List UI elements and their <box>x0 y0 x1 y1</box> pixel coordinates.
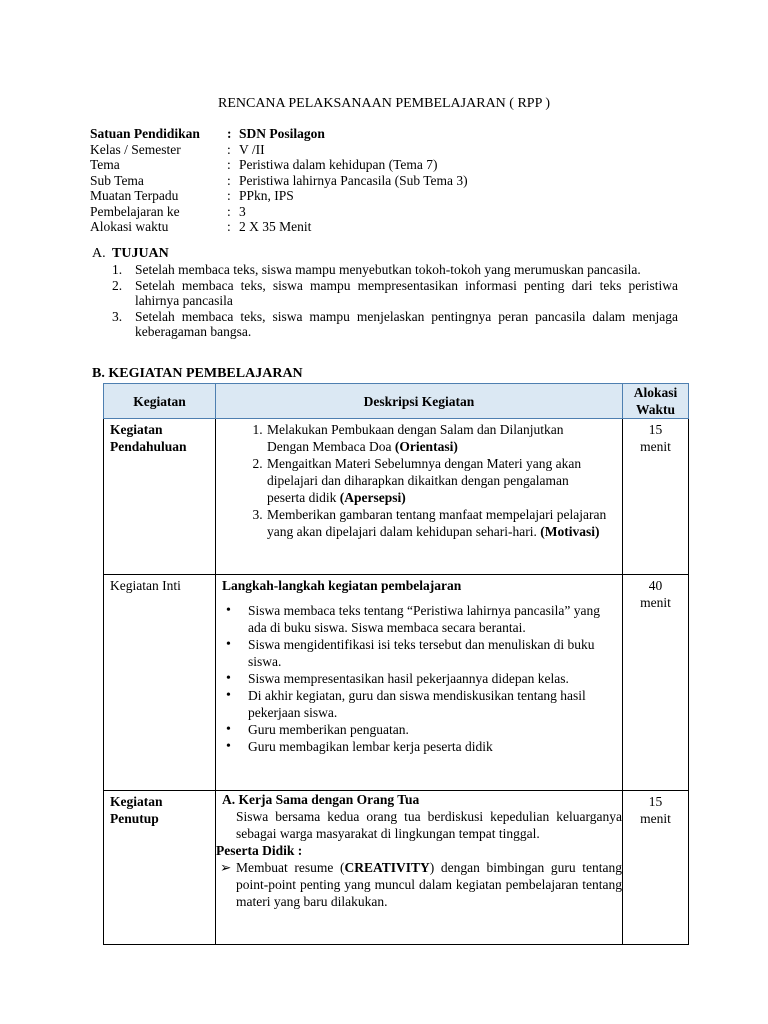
time-value: 15 <box>648 422 663 437</box>
identity-value: 2 X 35 Menit <box>239 219 312 234</box>
identity-row-subtema <box>90 173 468 189</box>
label-inti: Kegiatan Inti <box>104 575 216 791</box>
peserta-heading: Peserta Didik : <box>216 843 303 858</box>
identity-row-tema <box>90 157 468 173</box>
goal-item <box>112 262 678 278</box>
list-item: • Di akhir kegiatan, guru dan siswa mendiskusikan tentang hasil pekerjaan siswa. <box>246 687 608 721</box>
penutup-item-text: Membuat resume (CREATIVITY) dengan bimbingan guru tentang point-point penting yang muncul dalam kegiatan pembelajaran tentang materi yang baru dilakukan. <box>236 860 622 909</box>
identity-key: Satuan Pendidikan <box>90 126 200 141</box>
desc-penutup <box>216 791 623 945</box>
goal-text: Setelah membaca teks, siswa mampu menjelaskan pentingnya peran pancasila dalam menjaga keberagaman bangsa. <box>135 308 678 339</box>
section-a-label: A. <box>92 246 106 261</box>
desc-pendahuluan <box>216 419 623 575</box>
list-item: • Siswa mengidentifikasi isi teks tersebut dan menuliskan di buku siswa. <box>246 636 608 670</box>
goal-number: 1. <box>112 262 123 277</box>
row-penutup <box>104 791 689 945</box>
time-pendahuluan <box>623 419 689 575</box>
row-inti <box>104 575 689 791</box>
pendahuluan-steps <box>216 421 608 540</box>
identity-row-pembelajaran <box>90 204 468 220</box>
penutup-paragraph: Siswa bersama kedua orang tua berdiskusi kepedulian keluarganya sebagai warga masyarakat di lingkungan tempat tinggal. <box>236 809 622 841</box>
identity-colon: : <box>227 157 231 172</box>
list-item: • Siswa mempresentasikan hasil pekerjaannya didepan kelas. <box>246 670 608 687</box>
identity-key: Pembelajaran ke <box>90 203 180 219</box>
list-item: • Siswa membaca teks tentang “Peristiwa lahirnya pancasila” yang ada di buku siswa. Siswa membaca secara berantai. <box>246 602 608 636</box>
arrow-bullet-icon: ➢ <box>220 860 232 875</box>
identity-colon: : <box>227 203 231 219</box>
identity-colon: : <box>227 188 231 203</box>
identity-value: PPkn, IPS <box>239 188 294 203</box>
list-item: 1. Melakukan Pembukaan dengan Salam dan Dilanjutkan Dengan Membaca Doa (Orientasi) <box>266 421 608 455</box>
identity-value: Peristiwa dalam kehidupan (Tema 7) <box>239 157 438 172</box>
list-item: • Guru membagikan lembar kerja peserta didik <box>246 738 608 755</box>
goal-item <box>112 278 678 309</box>
identity-key: Muatan Terpadu <box>90 188 179 203</box>
identity-key: Kelas / Semester <box>90 141 181 157</box>
section-a-title: TUJUAN <box>112 246 169 261</box>
list-item: • Guru memberikan penguatan. <box>246 721 608 738</box>
inti-heading: Langkah-langkah kegiatan pembelajaran <box>222 578 462 593</box>
inti-bullets <box>216 602 608 755</box>
identity-colon: : <box>227 172 231 188</box>
header-alokasi: Alokasi Waktu <box>623 384 689 419</box>
header-kegiatan: Kegiatan <box>104 384 216 419</box>
time-unit: menit <box>640 811 671 826</box>
document-title: RENCANA PELAKSANAAN PEMBELAJARAN ( RPP ) <box>217 96 550 111</box>
identity-row-satuan <box>90 126 468 142</box>
identity-row-muatan <box>90 188 468 204</box>
activities-table <box>103 383 689 945</box>
list-item: 2. Mengaitkan Materi Sebelumnya dengan Materi yang akan dipelajari dan diharapkan dikaitkan dengan pengalaman peserta didik (Apersepsi) <box>266 455 608 506</box>
time-inti <box>623 575 689 791</box>
identity-colon: : <box>227 141 231 157</box>
time-value: 15 <box>648 794 663 809</box>
identity-key: Tema <box>90 157 120 172</box>
identity-colon: : <box>227 126 232 141</box>
identity-value: V /II <box>239 141 265 157</box>
goal-text: Setelah membaca teks, siswa mampu menyebutkan tokoh-tokoh yang merumuskan pancasila. <box>135 262 641 277</box>
header-deskripsi: Deskripsi Kegiatan <box>216 384 623 419</box>
goal-item <box>112 309 678 340</box>
list-item: 3. Memberikan gambaran tentang manfaat mempelajari pelajaran yang akan dipelajari dalam kehidupan sehari-hari. (Motivasi) <box>266 506 608 540</box>
label-pendahuluan: Kegiatan Pendahuluan <box>104 419 216 575</box>
goal-text: Setelah membaca teks, siswa mampu mempresentasikan informasi penting dari teks peristiwa lahirnya pancasila <box>135 277 678 308</box>
identity-value: Peristiwa lahirnya Pancasila (Sub Tema 3) <box>239 172 468 188</box>
row-pendahuluan <box>104 419 689 575</box>
identity-row-alokasi <box>90 219 468 235</box>
goal-number: 3. <box>112 308 123 324</box>
goals-list <box>112 262 678 340</box>
goal-number: 2. <box>112 277 123 293</box>
identity-value: 3 <box>239 203 246 219</box>
label-penutup: Kegiatan Penutup <box>104 791 216 945</box>
identity-block <box>90 126 468 235</box>
time-penutup <box>623 791 689 945</box>
desc-inti <box>216 575 623 791</box>
identity-key: Alokasi waktu <box>90 219 169 234</box>
table-header-row <box>104 384 689 419</box>
identity-value: SDN Posilagon <box>239 126 325 141</box>
identity-row-kelas <box>90 142 468 158</box>
identity-colon: : <box>227 219 231 234</box>
section-b-heading: B. KEGIATAN PEMBELAJARAN <box>92 366 303 381</box>
penutup-item <box>216 859 622 910</box>
time-unit: menit <box>640 595 671 610</box>
time-value: 40 <box>648 578 663 593</box>
identity-key: Sub Tema <box>90 172 144 188</box>
time-unit: menit <box>640 439 671 454</box>
section-a-heading <box>92 246 169 262</box>
penutup-subheading: A. Kerja Sama dengan Orang Tua <box>222 792 420 807</box>
